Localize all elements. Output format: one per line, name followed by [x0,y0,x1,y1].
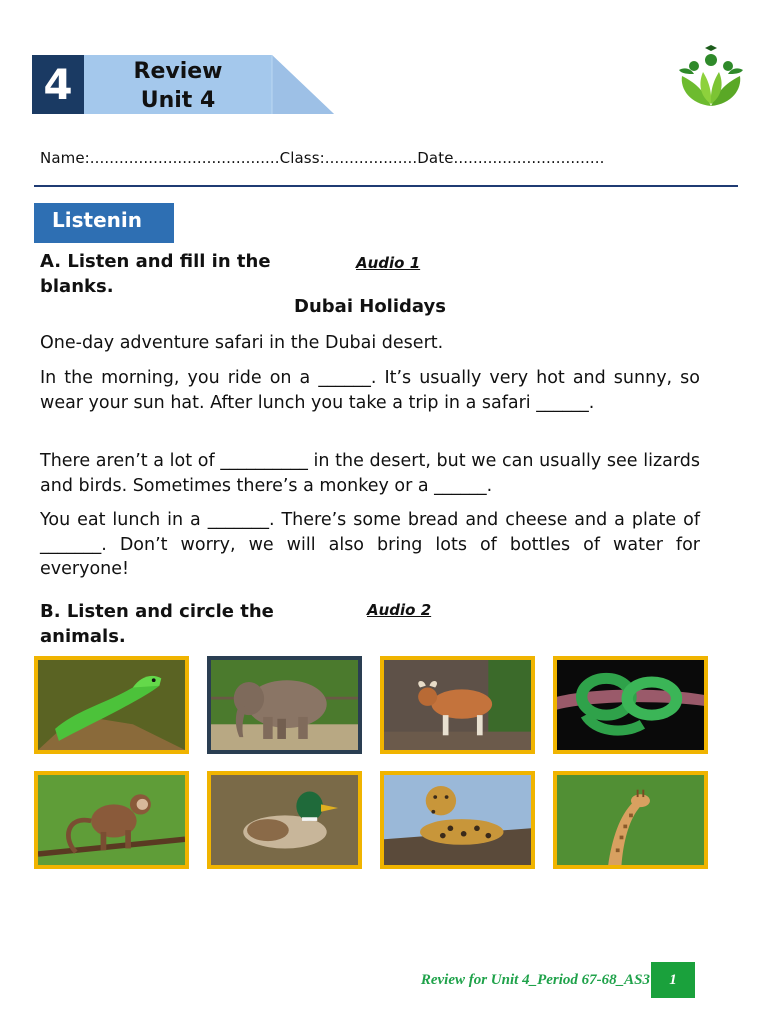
elephant-photo[interactable] [207,656,362,754]
monkey-photo[interactable] [34,771,189,869]
unit-title [84,57,272,115]
passage-paragraph-1: One-day adventure safari in the Dubai desert. [40,333,444,353]
passage-paragraph-3: There aren’t a lot of __________ in the desert, but we can usually see lizards and birds. Sometimes there’s a monkey or a ______. [40,451,700,496]
unit-title-line1: Review [133,59,223,84]
school-logo-icon [670,44,752,108]
leopard-photo[interactable] [380,771,535,869]
snake-photo[interactable] [553,656,708,754]
footer-text: Review for Unit 4_Period 67-68_AS3 [420,972,650,988]
part-a-title-line2: blanks. [40,276,114,297]
duck-photo[interactable] [207,771,362,869]
buffalo-photo[interactable] [380,656,535,754]
part-b-title [40,599,274,649]
passage-paragraph-4: You eat lunch in a _______. There’s some bread and cheese and a plate of _______. Don’t worry, we will also bring lots of bottles of water for everyone! [40,510,700,580]
audio-2-link[interactable]: Audio 2 [367,601,432,619]
part-b-title-line2: animals. [40,626,126,647]
unit-title-line2: Unit 4 [140,88,216,113]
passage-title: Dubai Holidays [294,296,446,317]
section-label: Listenin [34,203,174,243]
giraffe-photo[interactable] [553,771,708,869]
passage-paragraph-2: In the morning, you ride on a ______. It’s usually very hot and sunny, so wear your sun hat. After lunch you take a trip in a safari ______. [40,368,700,413]
unit-number-badge: 4 [32,55,84,114]
part-a-title-line1: A. Listen and fill in the [40,251,271,272]
header-divider [34,185,738,187]
student-info-line: Name:.......................................Class:...................Date............................... [40,149,605,167]
part-b-title-line1: B. Listen and circle the [40,601,274,622]
lizard-photo[interactable] [34,656,189,754]
page-number: 1 [651,962,695,998]
audio-1-link[interactable]: Audio 1 [356,254,421,272]
unit-title-banner [84,55,334,114]
part-a-title [40,249,271,299]
